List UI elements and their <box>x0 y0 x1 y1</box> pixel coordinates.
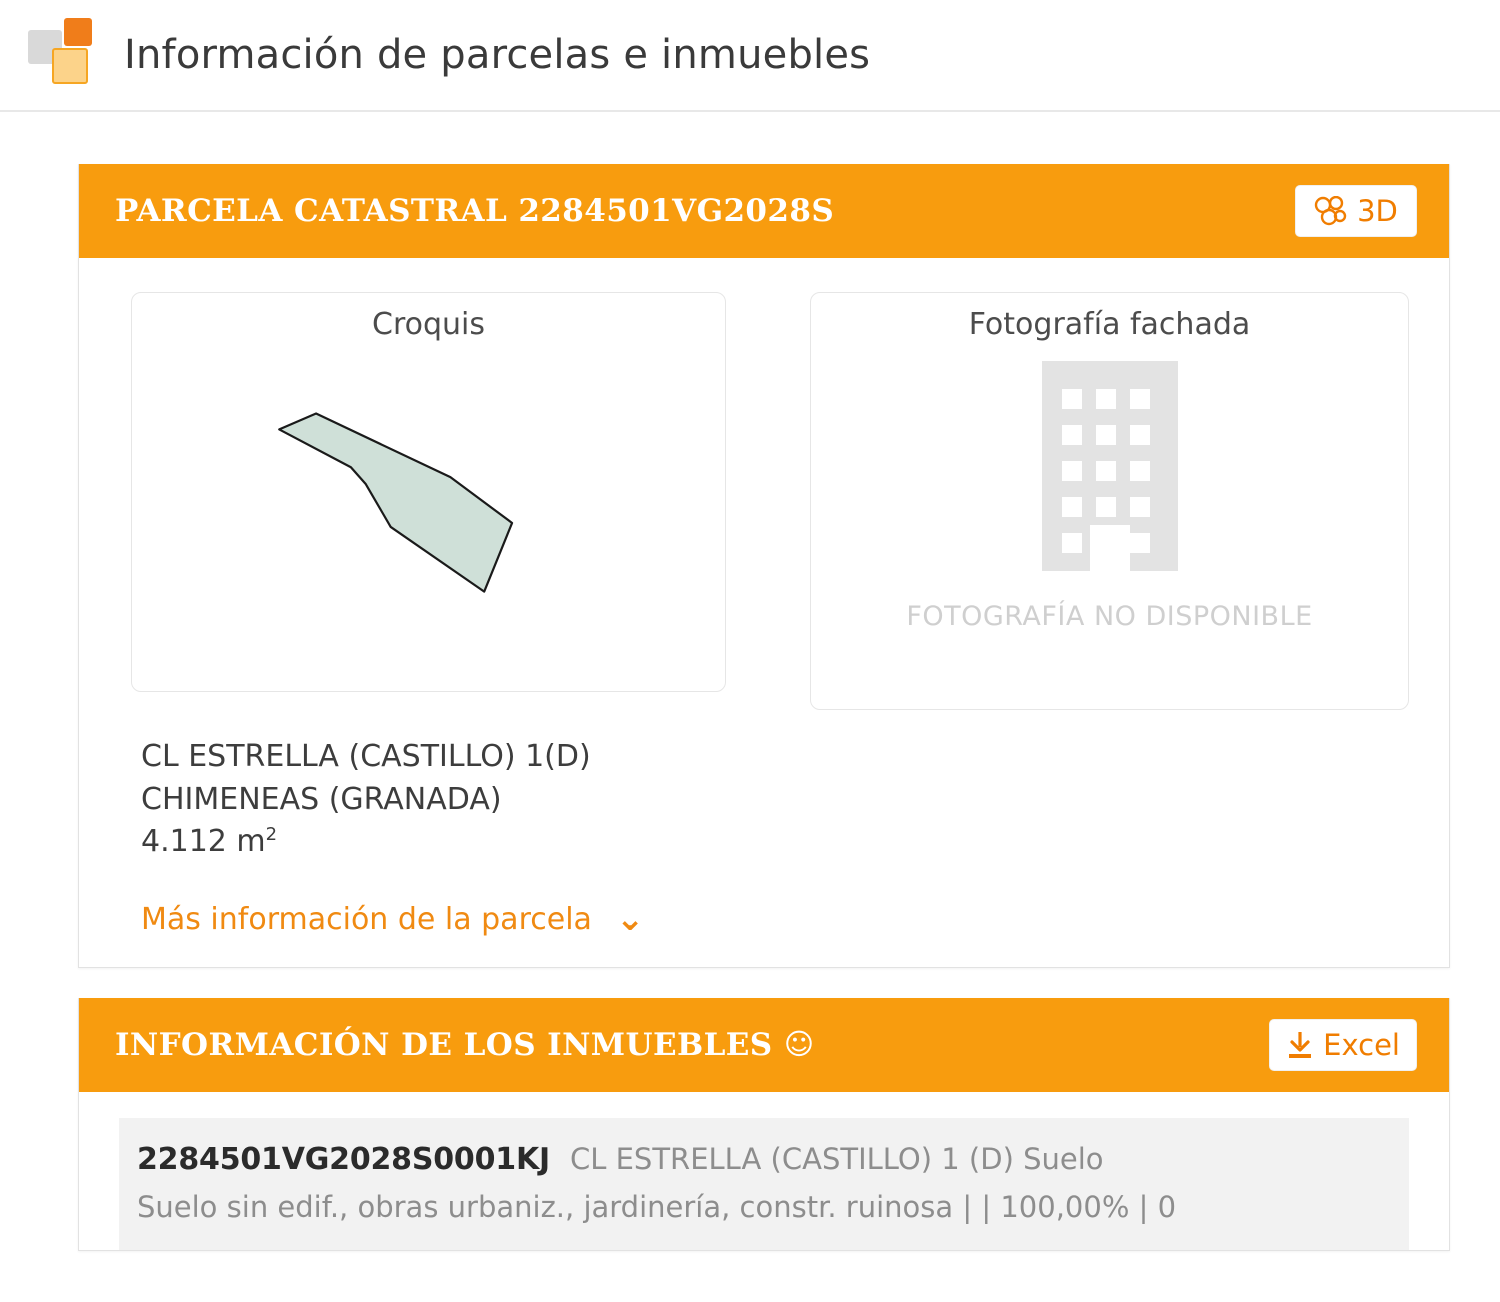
page-header <box>0 0 1500 112</box>
parcel-body <box>79 258 1449 967</box>
parcel-panel-title: PARCELA CATASTRAL 2284501VG2028S <box>115 193 835 229</box>
parcel-surface <box>141 821 1409 864</box>
parcel-surface-unit: 2 <box>265 824 278 846</box>
export-excel-label: Excel <box>1323 1027 1400 1062</box>
croquis-box[interactable] <box>131 292 726 692</box>
inmueble-detail: Suelo sin edif., obras urbaniz., jardinería, constr. ruinosa | | 100,00% | 0 <box>137 1189 1177 1224</box>
inmuebles-panel-header <box>79 998 1449 1092</box>
view-3d-label: 3D <box>1357 194 1398 228</box>
download-icon <box>1286 1030 1314 1060</box>
speech-bubble-icon[interactable]: ☺ <box>783 1026 815 1061</box>
inmueble-row-head <box>137 1138 1405 1182</box>
inmuebles-panel-title <box>115 1027 814 1063</box>
main-content <box>0 112 1500 1251</box>
more-parcel-info-toggle[interactable] <box>141 899 1409 940</box>
parcel-address-line1: CL ESTRELLA (CASTILLO) 1(D) <box>141 739 591 774</box>
inmueble-address: CL ESTRELLA (CASTILLO) 1 (D) Suelo <box>569 1141 1104 1176</box>
inmueble-reference[interactable]: 2284501VG2028S0001KJ <box>137 1141 550 1177</box>
more-parcel-info-label: Más información de la parcela <box>141 901 592 937</box>
parcel-panel <box>78 164 1450 968</box>
parcel-address-block <box>141 736 1409 864</box>
parcel-address-line2: CHIMENEAS (GRANADA) <box>141 781 502 817</box>
table-row[interactable] <box>119 1118 1409 1250</box>
view-3d-button[interactable] <box>1295 185 1417 237</box>
croquis-caption: Croquis <box>372 307 485 342</box>
inmuebles-panel <box>78 998 1450 1251</box>
building-icon <box>1010 357 1210 579</box>
facade-placeholder <box>811 349 1408 699</box>
export-excel-button[interactable] <box>1269 1019 1417 1071</box>
parcel-media-row <box>131 292 1409 710</box>
cube-3d-icon <box>1314 196 1348 226</box>
catastro-squares-logo-icon <box>26 18 100 92</box>
parcel-outline-shape-icon <box>132 347 725 677</box>
parcel-surface-value: 4.112 m <box>141 824 266 860</box>
page-title: Información de parcelas e inmuebles <box>124 32 871 78</box>
parcel-panel-header <box>79 164 1449 258</box>
facade-unavailable-text: FOTOGRAFÍA NO DISPONIBLE <box>906 601 1313 632</box>
facade-caption: Fotografía fachada <box>968 307 1251 342</box>
facade-photo-box <box>810 292 1409 710</box>
chevron-down-icon[interactable]: ⌄ <box>615 899 645 940</box>
inmuebles-panel-title-text: INFORMACIÓN DE LOS INMUEBLES <box>115 1026 773 1063</box>
